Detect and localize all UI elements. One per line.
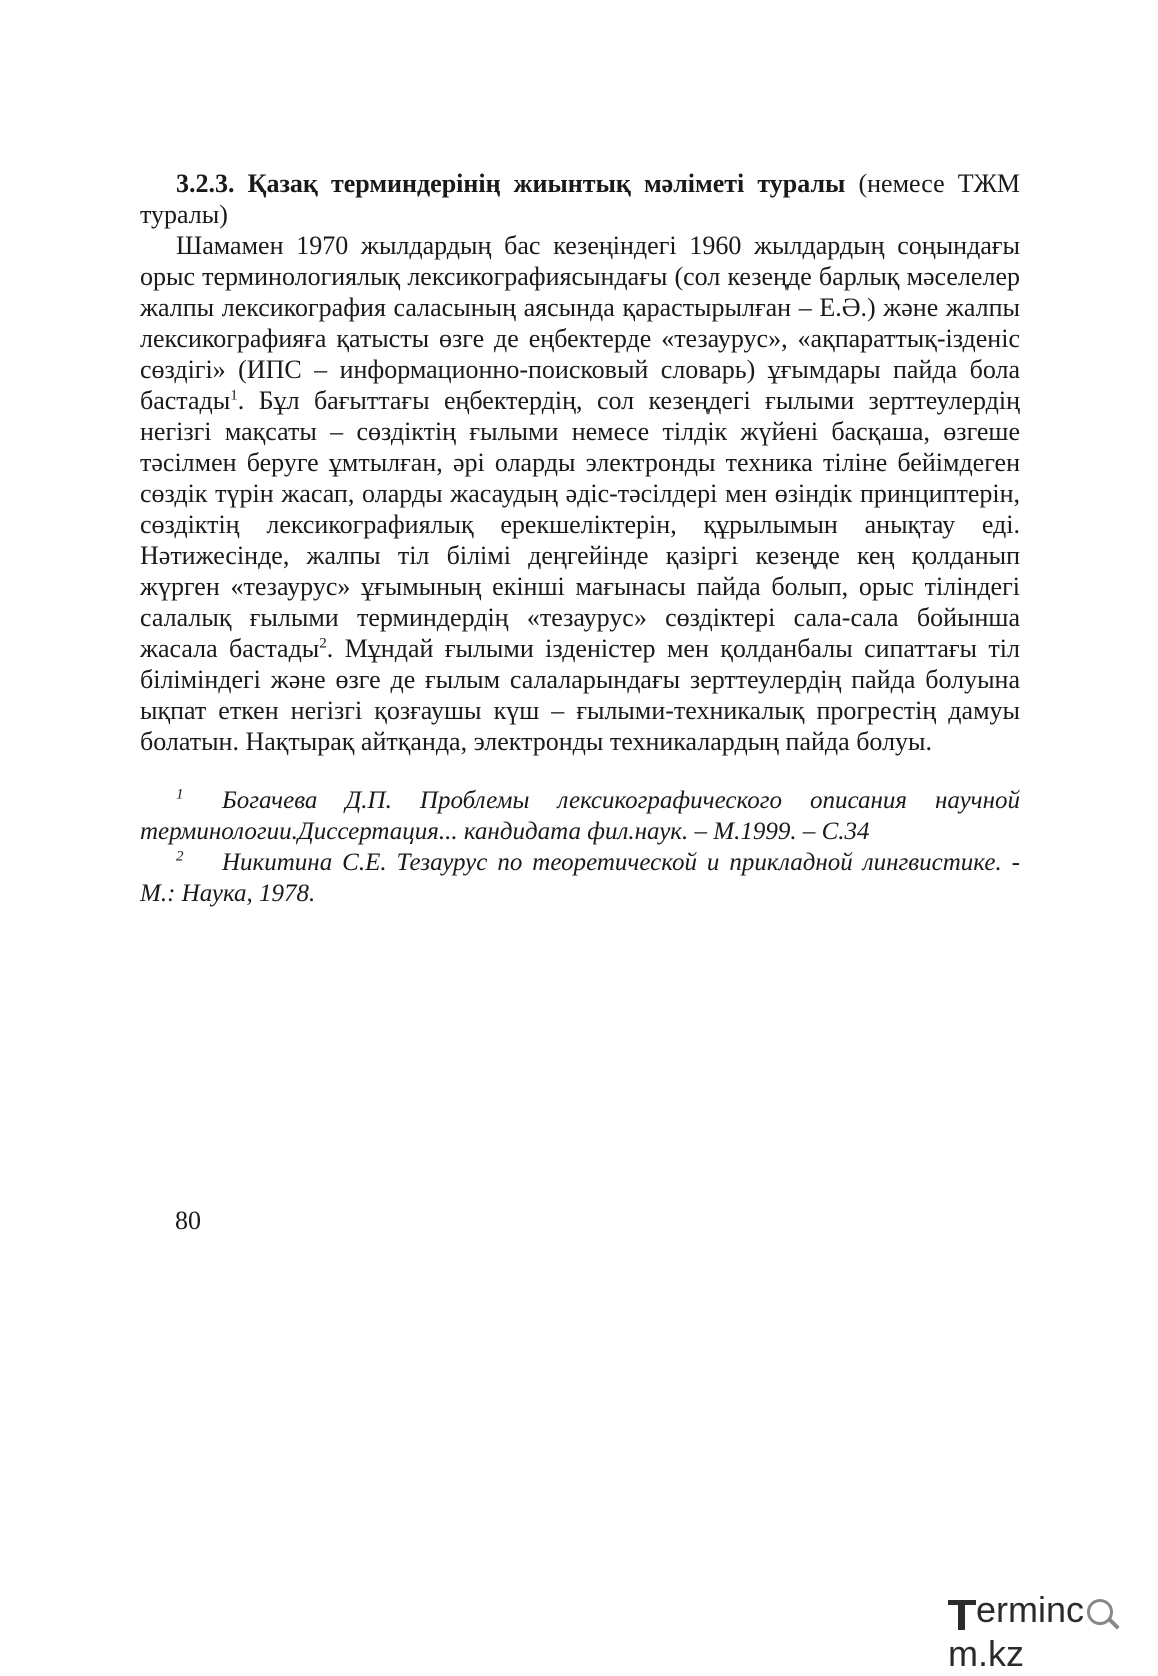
footnote-ref-1[interactable]: 1: [230, 387, 238, 404]
footnote-1: [140, 785, 1020, 847]
body-text-part-2: . Бұл бағыттағы еңбектердің, сол кезеңдегі ғылыми зерттеулердің негізгі мақсаты – сөздіктің ғылыми немесе тілдік жүйені басқаша, өзгеше тәсілмен беруге ұмтылған, әрі оларды электронды техника тіліне бейімдеген сөздік түрін жасап, оларды жасаудың әдіс-тәсілдері мен өзіндік принциптерін, сөздіктің лексикографиялық ерекшеліктерін, құрылымын анықтау еді. Нәтижесінде, жалпы тіл білімі деңгейінде қазіргі кезеңде кең қолданып жүрген «тезаурус» ұғымының екінші мағынасы пайда болып, орыс тіліндегі салалық ғылыми терминдердің «тезаурус» сөздіктері сала-сала бойынша жасала бастады: [140, 386, 1020, 663]
footnote-2: [140, 847, 1020, 909]
footnote-text-2: Никитина С.Е. Тезаурус по теоретической и прикладной лингвистике. - М.: Наука, 1978.: [140, 849, 1020, 907]
footnote-mark-1: 1: [176, 786, 184, 803]
footnote-mark-2: 2: [176, 848, 184, 865]
body-paragraph: [140, 230, 1020, 757]
watermark-text-part-2: m.kz: [948, 1633, 1024, 1674]
body-text-part-3: . Мұндай ғылыми ізденістер мен қолданбалы сипаттағы тіл біліміндегі және өзге де ғылым салаларындағы зерттеулердің пайда болуына ықпат еткен негізгі қозғаушы күш – ғылыми-техникалық прогрестің дамуы болатын. Нақтырақ айтқанда, электронды техникалардың пайда болуы.: [140, 634, 1020, 756]
footnote-text-1: Богачева Д.П. Проблемы лексикографического описания научной терминологии.Диссертация... кандидата фил.наук. – М.1999. – С.34: [140, 787, 1020, 845]
section-heading-title: 3.2.3. Қазақ терминдерінің жиынтық мәліметі туралы: [176, 169, 846, 198]
body-text-part-1: Шамамен 1970 жылдардың бас кезеңіндегі 1960 жылдардың соңындағы орыс терминологиялық лексикографиясындағы (сол кезеңде барлық мәселелер жалпы лексикография саласының аясында қарастырылған – Е.Ә.) және жалпы лексикографияға қатысты өзге де еңбектерде «тезаурус», «ақпараттық-ізденіс сөздігі» (ИПС – информационно-поисковый словарь) ұғымдары пайда бола бастады: [140, 231, 1020, 415]
page-number: 80: [175, 1206, 201, 1235]
section-heading-note: (немесе ТЖМ туралы): [140, 169, 1020, 229]
document-page: [140, 168, 1020, 909]
terminkom-watermark-logo: [948, 1588, 1148, 1674]
footnote-ref-2[interactable]: 2: [319, 635, 327, 652]
watermark-t-glyph-icon: [948, 1592, 976, 1632]
watermark-magnifier-icon: [1087, 1599, 1113, 1625]
footnotes: [140, 785, 1020, 909]
watermark-text-part-1: erminc: [976, 1589, 1085, 1630]
section-heading: [140, 168, 1020, 230]
